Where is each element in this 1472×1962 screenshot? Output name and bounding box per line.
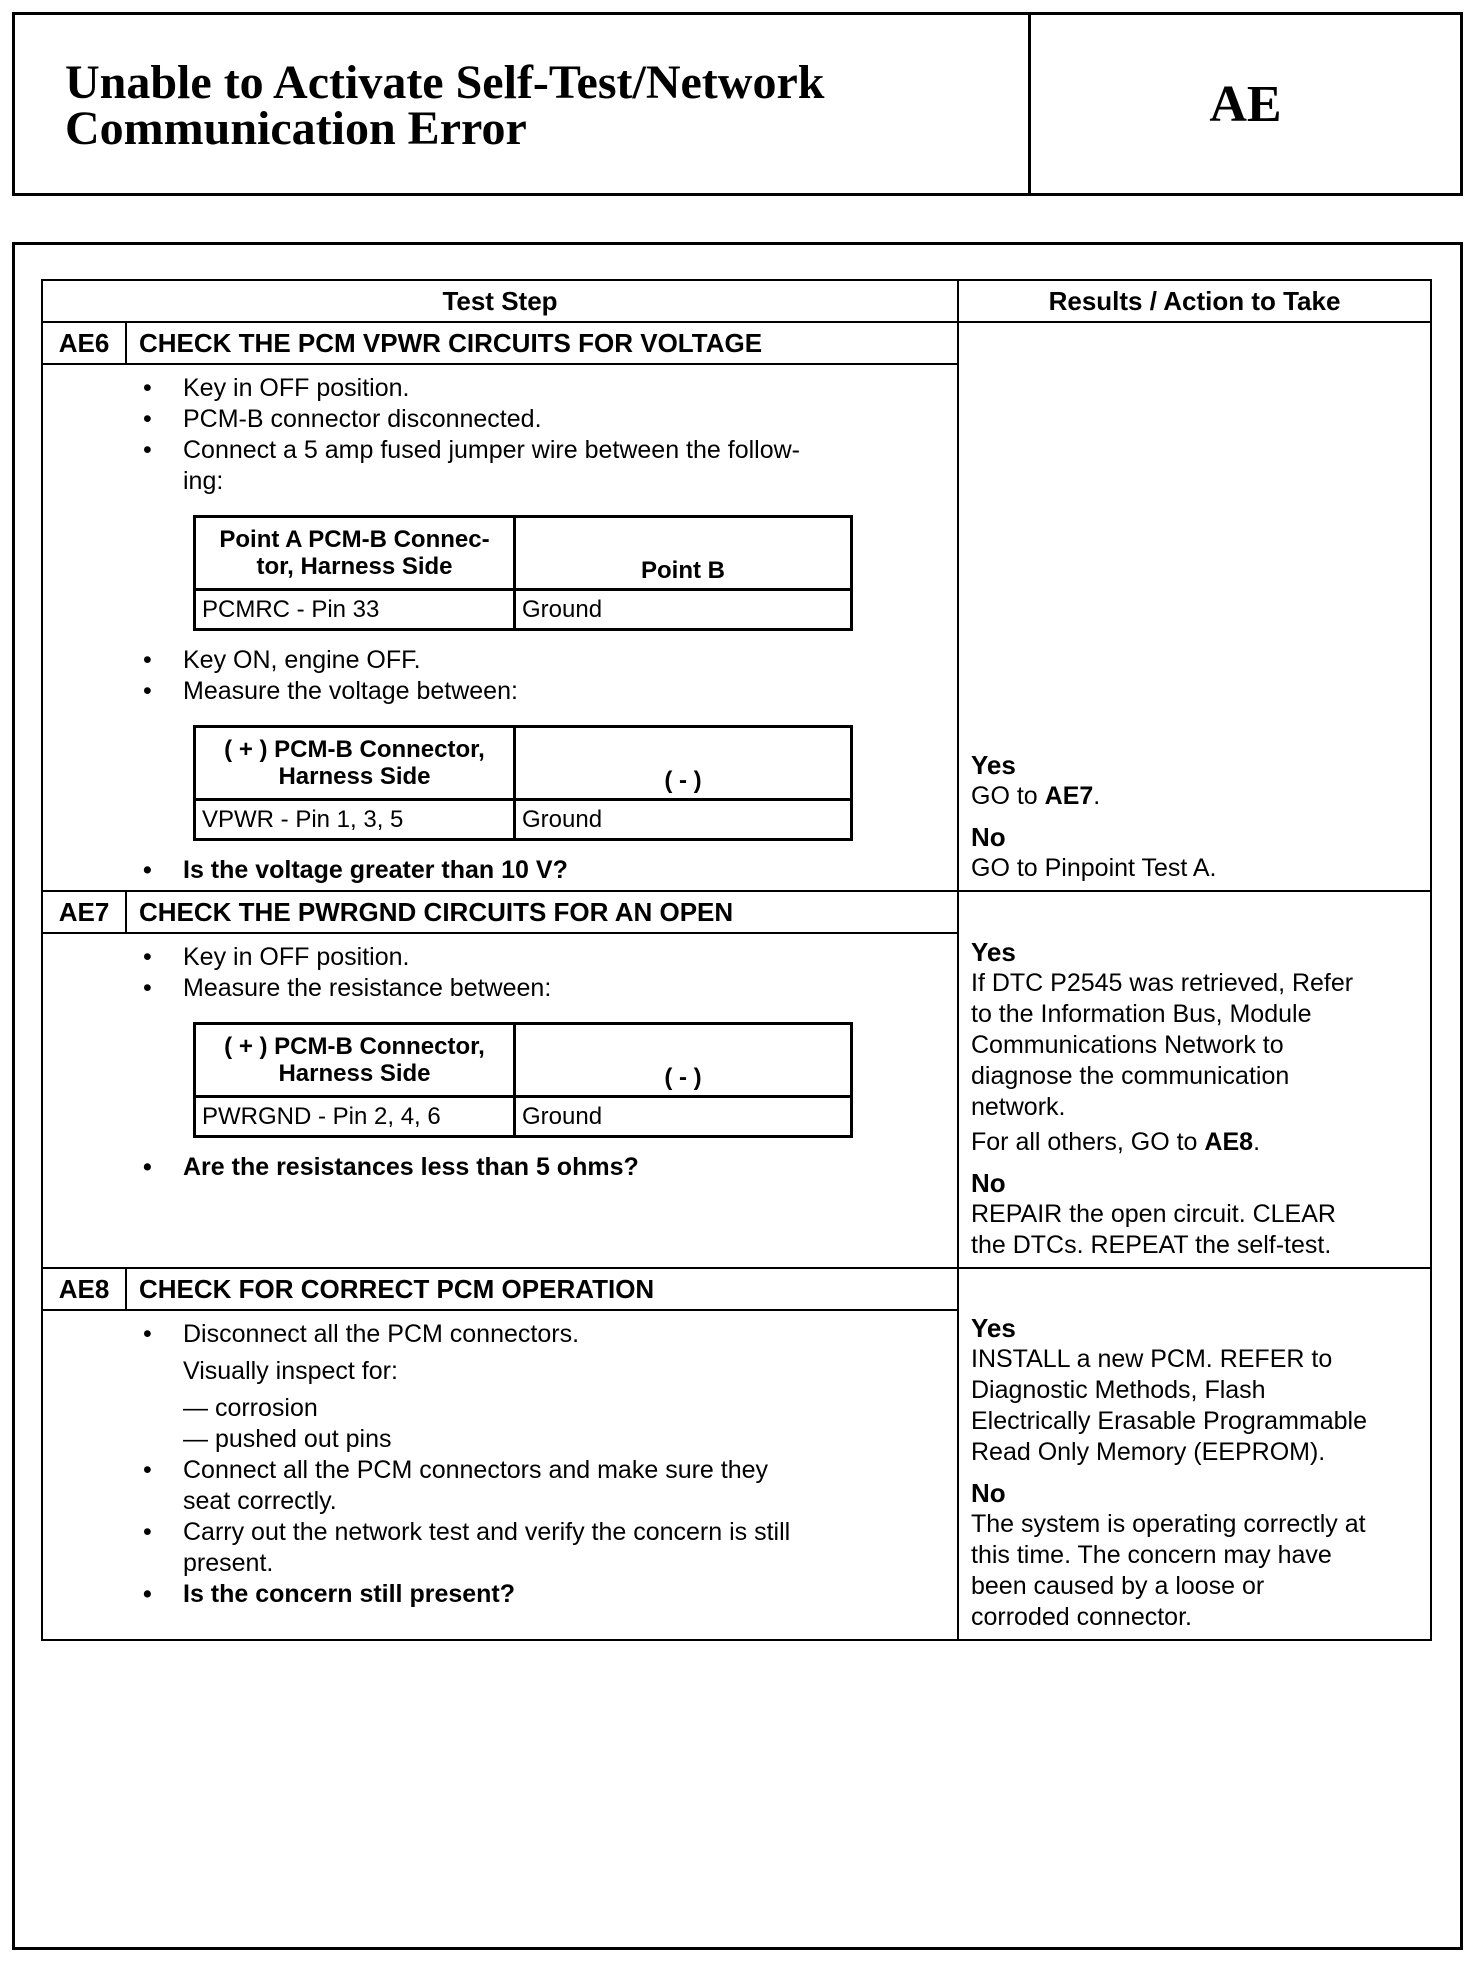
list-item: • Key in OFF position. — [143, 373, 947, 404]
resistance-table — [193, 1022, 853, 1138]
step-header-ae7 — [43, 892, 957, 934]
table-header-cell: ( - ) — [515, 1024, 852, 1097]
title-line-2: Communication Error — [65, 102, 527, 155]
table-cell: VPWR - Pin 1, 3, 5 — [195, 800, 515, 840]
header-test-step: Test Step — [42, 280, 958, 322]
question: • Is the voltage greater than 10 V? — [143, 855, 947, 886]
no-label: No — [971, 822, 1006, 852]
table-header-cell: Point B — [515, 517, 852, 590]
title-block — [12, 12, 1463, 196]
table-header-cell: ( + ) PCM-B Connector, Harness Side — [195, 1024, 515, 1097]
step-id: AE7 — [43, 892, 127, 932]
table-header-row — [42, 280, 1431, 322]
step-body-ae8 — [43, 1311, 957, 1614]
step-title: CHECK THE PCM VPWR CIRCUITS FOR VOLTAGE — [139, 327, 763, 358]
results-ae7 — [959, 937, 1430, 1267]
list-item: • Connect all the PCM connectors and make sure they seat correctly. — [143, 1455, 947, 1517]
voltage-table — [193, 725, 853, 841]
yes-label: Yes — [971, 937, 1016, 967]
yes-action: INSTALL a new PCM. REFER to Diagnostic Methods, Flash Electrically Erasable Programmable Read Only Memory (EEPROM). — [971, 1345, 1367, 1466]
list-item: — corrosion — [183, 1394, 318, 1422]
yes-action-other: For all others, GO to AE8. — [971, 1128, 1261, 1156]
step-body-ae7 — [43, 934, 957, 1187]
step-row-ae8 — [42, 1268, 1431, 1640]
no-action: REPAIR the open circuit. CLEAR the DTCs. REPEAT the self-test. — [971, 1200, 1336, 1259]
table-cell: PWRGND - Pin 2, 4, 6 — [195, 1097, 515, 1137]
table-header-cell: Point A PCM-B Connec- tor, Harness Side — [195, 517, 515, 590]
results-ae8 — [959, 1313, 1430, 1639]
yes-label: Yes — [971, 1313, 1016, 1343]
table-cell: Ground — [515, 590, 852, 630]
table-cell: Ground — [515, 800, 852, 840]
table-header-cell: ( - ) — [515, 727, 852, 800]
step-header-ae8 — [43, 1269, 957, 1311]
no-action: The system is operating correctly at this time. The concern may have been caused by a loose or corroded connector. — [971, 1510, 1366, 1631]
list-item: • Disconnect all the PCM connectors. — [143, 1319, 947, 1350]
table-cell: PCMRC - Pin 33 — [195, 590, 515, 630]
table-cell: Ground — [515, 1097, 852, 1137]
yes-action: GO to AE7. — [971, 782, 1101, 810]
table-header-cell: ( + ) PCM-B Connector, Harness Side — [195, 727, 515, 800]
step-body-ae6 — [43, 365, 957, 890]
list-item: • Measure the resistance between: — [143, 973, 947, 1004]
step-id: AE8 — [43, 1269, 127, 1309]
list-item: • Connect a 5 amp fused jumper wire between the follow- ing: — [143, 435, 947, 497]
page-title — [15, 15, 1031, 193]
list-item: • Key in OFF position. — [143, 942, 947, 973]
jumper-table — [193, 515, 853, 631]
step-id: AE6 — [43, 323, 127, 363]
list-item: — pushed out pins — [183, 1425, 392, 1453]
yes-action: If DTC P2545 was retrieved, Refer to the Information Bus, Module Communications Network to diagnose the communication network. — [971, 969, 1354, 1121]
step-title: CHECK FOR CORRECT PCM OPERATION — [139, 1273, 655, 1304]
list-item: • Carry out the network test and verify the concern is still present. — [143, 1517, 947, 1579]
list-item: • Key ON, engine OFF. — [143, 645, 947, 676]
step-row-ae7 — [42, 891, 1431, 1268]
no-action: GO to Pinpoint Test A. — [971, 854, 1217, 882]
step-title: CHECK THE PWRGND CIRCUITS FOR AN OPEN — [139, 896, 734, 927]
sub-text: Visually inspect for: — [183, 1357, 398, 1385]
no-label: No — [971, 1478, 1006, 1508]
yes-label: Yes — [971, 750, 1016, 780]
step-header-ae6 — [43, 323, 957, 365]
title-line-1: Unable to Activate Self-Test/Network — [65, 56, 825, 109]
step-row-ae6 — [42, 322, 1431, 891]
header-results: Results / Action to Take — [958, 280, 1431, 322]
list-item: • PCM-B connector disconnected. — [143, 404, 947, 435]
diagnostic-table — [41, 279, 1432, 1641]
results-ae6 — [959, 750, 1430, 890]
section-code: AE — [1209, 75, 1282, 133]
question: • Are the resistances less than 5 ohms? — [143, 1152, 947, 1183]
no-label: No — [971, 1168, 1006, 1198]
list-item: • Measure the voltage between: — [143, 676, 947, 707]
section-code-box — [1031, 15, 1460, 193]
question: • Is the concern still present? — [143, 1579, 947, 1610]
